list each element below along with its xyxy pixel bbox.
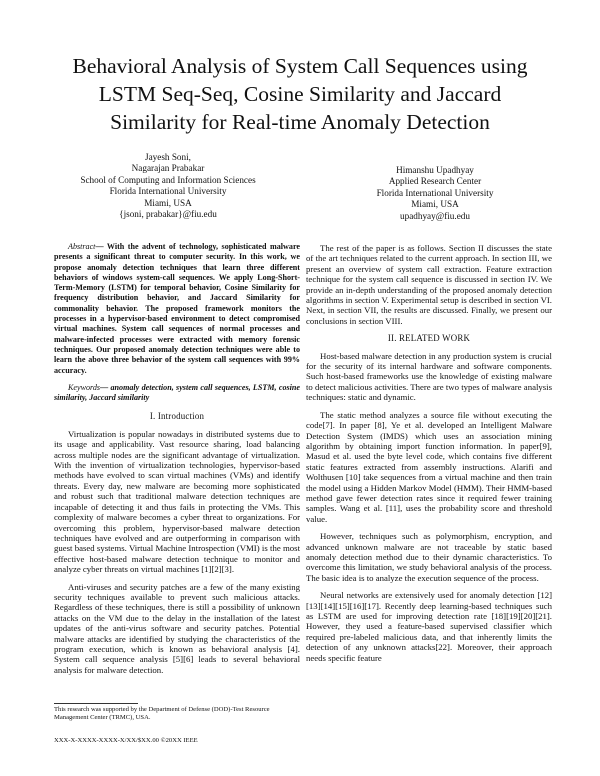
abstract [54, 242, 300, 376]
author-name: Nagarajan Prabakar [131, 163, 205, 174]
keywords [54, 383, 300, 404]
author-affiliation: School of Computing and Information Sciences [80, 174, 256, 185]
left-column [54, 242, 300, 682]
author-affiliation: Applied Research Center [388, 176, 482, 187]
title-line: LSTM Seq-Seq, Cosine Similarity and Jaccard [98, 82, 502, 106]
author-name: Himanshu Upadhyay [396, 165, 474, 175]
funding-footnote: This research was supported by the Department of Defense (DOD)-Test Resource Management Center (TRMC), USA. [54, 706, 270, 722]
author-name: Jayesh Soni, [145, 152, 191, 162]
author-affiliation: Florida International University [109, 186, 227, 197]
copyright-line: XXX-X-XXXX-XXXX-X/XX/$XX.00 ©20XX IEEE [54, 737, 198, 744]
abstract-text: — With the advent of technology, sophisticated malware presents a significant threat to computer security. In this work, we propose anomaly detection techniques that learn three different behaviors of windows system-call sequences. We apply Long-Short-Term-Memory (LSTM) for temporal behavior, Cosine Similarity for frequency distribution behavior, and Jaccard Similarity for commonality behavior. The proposed framework monitors the processes in a hypervisor-based environment to detect compromised virtual machines. System call sequences of normal processes and malware-infected processes were extracted with memory forensic techniques. Our proposed anomaly detection techniques were able to learn the above three behavior of the system call sequences with 99% accuracy. [54, 242, 300, 375]
title-line: Behavioral Analysis of System Call Sequences using [72, 54, 528, 78]
footnote-divider [54, 703, 138, 704]
body-paragraph: The rest of the paper is as follows. Section II discusses the state of the art techniques related to the current approach. In section III, we present an overview of system call extraction. Feature extraction technique for the system call sequence is discussed in section IV. We provide an in-depth understanding of the proposed anomaly detection algorithms in section V. Experimental setup is described in section VI. Next, in section VII, the results are discussed. Finally, we present our conclusions in section VIII. [306, 243, 552, 326]
author-block-1 [58, 152, 278, 220]
abstract-label: Abstract [68, 242, 96, 251]
body-paragraph: Virtualization is popular nowadays in distributed systems due to its usage and applicability. Vast resource sharing, load balancing across multiple nodes are the significant advantage of virtualization. With the invention of virtualization technologies, hypervisor-based methods have evolved to scan virtual machines (VMs) and identify threats. Every day, new malware are becoming more sophisticated and robust such that traditional malware detection techniques are incapable of detecting it and thus fails in protecting the VMs. This complexity of malware becomes a cyber threat to organizations. For overcoming this problem, hypervisor-based malware detection techniques have evolved and are outperforming in comparison with guest based systems. Virtual Machine Introspection (VMI) is the most effective host-based malware detection technique to monitor and analyze cyber threats on virtual machines [1][2][3]. [54, 428, 300, 575]
body-paragraph: The static method analyzes a source file without executing the code[7]. In paper [8], Ye et al. developed an Intelligent Malware Detection System (IMDS) which uses an association mining algorithm by obtaining import function information. In paper[9], Masud et al. used the byte level code, which contains five different static features extracted from assembly instructions. Alarifi and Wolthusen [10] take sequences from a virtual machine and then train the model using a Hidden Markov Model (HMM). Their HMM-based method gave fewer detection rates since it required fewer training samples. Wang et al. [11], uses the probability score and threshold value. [306, 409, 552, 524]
author-affiliation: Florida International University [376, 187, 494, 198]
section-heading-introduction: I. Introduction [149, 411, 205, 422]
title-line: Similarity for Real-time Anomaly Detection [110, 110, 490, 134]
body-paragraph: However, techniques such as polymorphism, encryption, and advanced unknown malware are not traceable by static based anomaly detection method due to their dynamic characteristics. To overcome this limitation, we study behavioral analysis of the process. The basic idea is to analyze the execution sequence of the process. [306, 531, 552, 583]
author-email: upadhyay@fiu.edu [400, 210, 470, 221]
author-email: {jsoni, prabakar}@fiu.edu [119, 209, 217, 220]
author-block-2 [320, 165, 550, 222]
section-heading-related-work: II. RELATED WORK [387, 333, 471, 344]
right-column [306, 243, 552, 670]
keywords-text: — anomaly detection, system call sequences, LSTM, cosine similarity, Jaccard similarity [54, 382, 300, 403]
author-location: Miami, USA [411, 199, 459, 210]
keywords-label: Keywords [68, 382, 101, 392]
body-paragraph: Neural networks are extensively used for anomaly detection [12][13][14][15][16][17]. Recently deep learning-based techniques such as LSTM are used for improving detection rate [18][19][20][21]. However, they used a feature-based supervised classifier which required pre-labeled malicious data, and that inherently limits the detection of any unknown attacks[22]. Moreover, their approach needs specific feature [306, 590, 552, 663]
paper-title [30, 52, 570, 136]
body-paragraph: Host-based malware detection in any production system is crucial for the security of its internal hardware and software components. Such host-based frameworks use the knowledge of existing malware to detect malicious activities. There are two types of malware analysis techniques: static and dynamic. [306, 350, 552, 403]
body-paragraph: Anti-viruses and security patches are a few of the many existing security techniques available to prevent such malicious attacks. Regardless of these techniques, there is still a possibility of unknown attacks on the VM due to the delay in the installation of the latest updates of the anti-virus software and security patches. Potential malware attacks are identified by studying the characteristics of the program execution, which is known as behavioral analysis [4]. System call sequence analysis [5][6] leads to several behavioral analysis for malware detection. [54, 581, 300, 675]
author-location: Miami, USA [144, 197, 192, 208]
